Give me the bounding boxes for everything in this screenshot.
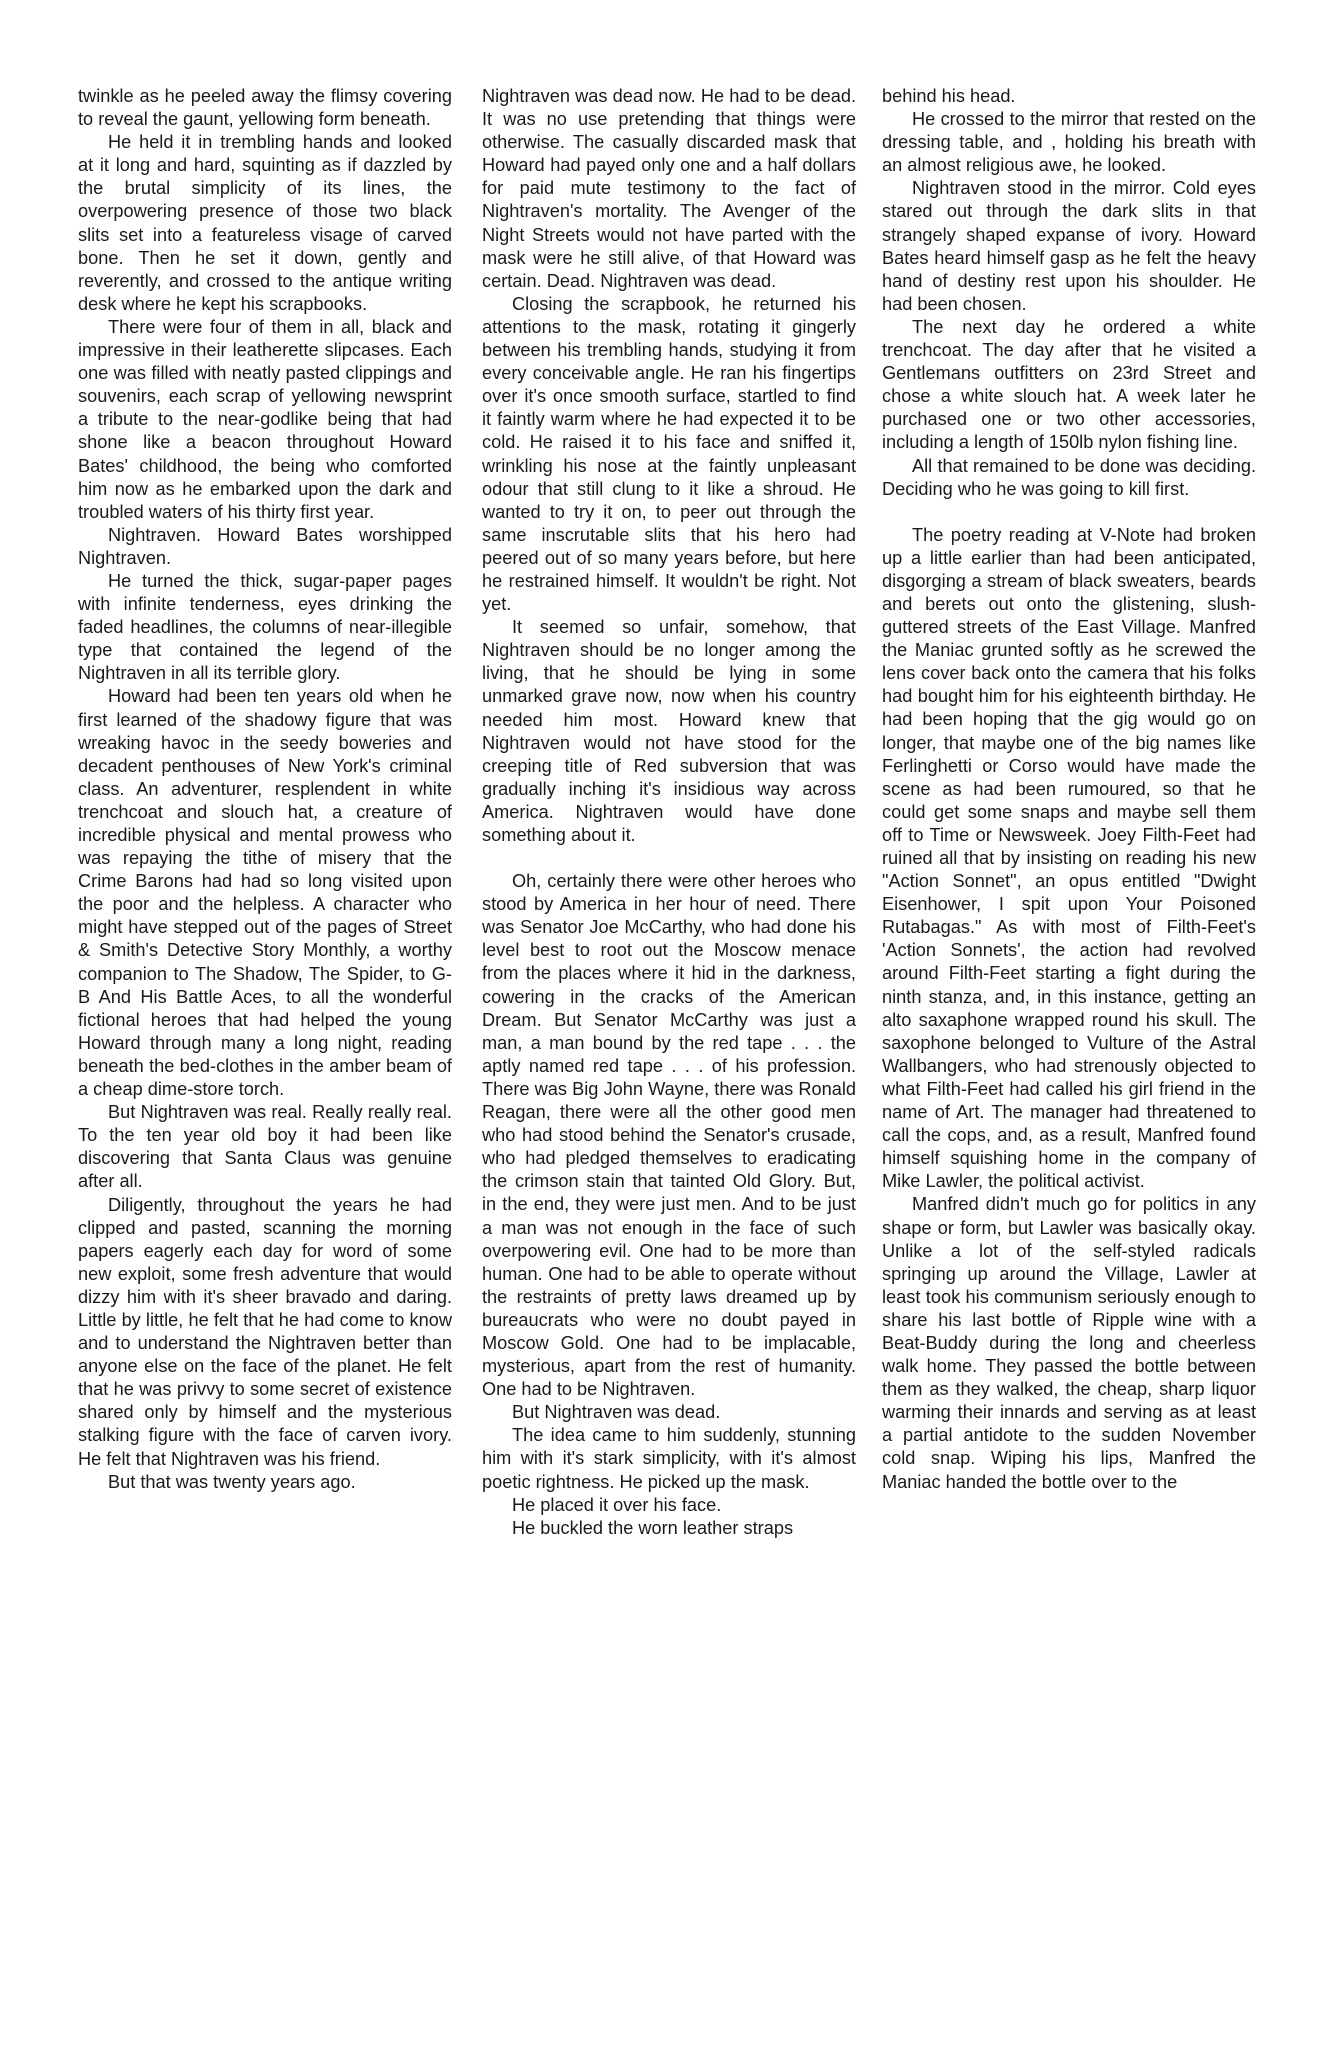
paragraph: He turned the thick, sugar-paper pages with infinite tenderness, eyes drinking the faded headlines, the columns of near-illegible type that contained the legend of the Nightraven in all its terrible glory. [78,570,452,684]
paragraph: He placed it over his face. [512,1494,722,1515]
text-column-2 [482,85,856,1540]
paragraph: Nightraven was dead now. He had to be dead. It was no use pretending that things were otherwise. The casually discarded mask that Howard had payed only one and a half dollars for paid mute testimony to the fact of Nightraven's mortality. The Avenger of the Night Streets would not have parted with the mask were he still alive, of that Howard was certain. Dead. Nightraven was dead. [482,86,856,291]
paragraph: But Nightraven was real. Really really real. To the ten year old boy it had been like discovering that Santa Claus was genuine after all. [78,1102,452,1192]
paragraph: He buckled the worn leather straps [512,1517,794,1538]
paragraph: The next day he ordered a white trenchcoat. The day after that he visited a Gentlemans outfitters on 23rd Street and chose a white slouch hat. A week later he purchased one or two other accessories, including a length of 150lb nylon fishing line. [882,316,1256,453]
paragraph: All that remained to be done was deciding. Deciding who he was going to kill first. [882,455,1256,499]
paragraph: But Nightraven was dead. [512,1402,721,1423]
text-column-3 [882,85,1256,1494]
paragraph: The idea came to him suddenly, stunning him with it's stark simplicity, with it's almost poetic rightness. He picked up the mask. [482,1425,856,1492]
paragraph: Howard had been ten years old when he first learned of the shadowy figure that was wreaking havoc in the seedy boweries and decadent penthouses of New York's criminal class. An adventurer, resplendent in white trenchcoat and slouch hat, a creature of incredible physical and mental prowess who was repaying the tithe of misery that the Crime Barons had had so long visited upon the poor and the helpless. A character who might have stepped out of the pages of Street & Smith's Detective Story Monthly, a worthy companion to The Shadow, The Spider, to G-B And His Battle Aces, to all the wonderful fictional heroes that had helped the young Howard through many a long night, reading beneath the bed-clothes in the amber beam of a cheap dime-store torch. [78,686,452,1100]
paragraph: The poetry reading at V-Note had broken up a little earlier than had been anticipated, disgorging a stream of black sweaters, beards and berets out onto the glistening, slush-guttered streets of the East Village. Manfred the Maniac grunted softly as he screwed the lens cover back onto the camera that his folks had bought him for his eighteenth birthday. He had been hoping that the gig would go on longer, that maybe one of the big names like Ferlinghetti or Corso would have made the scene as had been rumoured, so that he could get some snaps and maybe sell them off to Time or Newsweek. Joey Filth-Feet had ruined all that by insisting on reading his new "Action Sonnet", an opus entitled "Dwight Eisenhower, I spit upon Your Poisoned Rutabagas." As with most of Filth-Feet's 'Action Sonnets', the action had revolved around Filth-Feet starting a fight during the ninth stanza, and, in this instance, getting an alto saxaphone wrapped round his skull. The saxophone belonged to Vulture of the Astral Wallbangers, who had strenously objected to what Filth-Feet had called his girl friend in the name of Art. The manager had threatened to call the cops, and, as a result, Manfred found himself squishing home in the company of Mike Lawler, the political activist. [882,524,1256,1192]
paragraph: There were four of them in all, black and impressive in their leatherette slipcases. Each one was filled with neatly pasted clippings and souvenirs, each scrap of yellowing newsprint a tribute to the near-godlike being that had shone like a beacon throughout Howard Bates' childhood, the being who comforted him now as he embarked upon the dark and troubled waters of his thirty first year. [78,316,452,522]
paragraph: behind his head. [882,86,1016,106]
paragraph: Oh, certainly there were other heroes who stood by America in her hour of need. There was Senator Joe McCarthy, who had done his level best to root out the Moscow menace from the places where it hid in the darkness, cowering in the cracks of the American Dream. But Senator McCarthy was just a man, a man bound by the red tape . . . the aptly named red tape . . . of his profession. There was Big John Wayne, there was Ronald Reagan, there were all the other good men who had stood behind the Senator's crusade, who had pledged themselves to eradicating the crimson stain that tainted Old Glory. But, in the end, they were just men. And to be just a man was not enough in the face of such overpowering evil. One had to be more than human. One had to be able to operate without the restraints of pretty laws dreamed up by bureaucrats who were no doubt payed in Moscow Gold. One had to be implacable, mysterious, apart from the rest of humanity. One had to be Nightraven. [482,871,856,1400]
paragraph: Nightraven. Howard Bates worshipped Nightraven. [78,524,452,568]
paragraph: He held it in trembling hands and looked at it long and hard, squinting as if dazzled by the brutal simplicity of its lines, the overpowering presence of those two black slits set into a featureless visage of carved bone. Then he set it down, gently and reverently, and crossed to the antique writing desk where he kept his scrapbooks. [78,132,452,314]
paragraph: Diligently, throughout the years he had clipped and pasted, scanning the morning papers eagerly each day for word of some new exploit, some fresh adventure that would dizzy him with it's sheer bravado and daring. Little by little, he felt that he had come to know and to understand the Nightraven better than anyone else on the face of the planet. He felt that he was privvy to some secret of existence shared only by himself and the mysterious stalking figure with the face of carven ivory. He felt that Nightraven was his friend. [78,1194,452,1469]
paragraph: Manfred didn't much go for politics in any shape or form, but Lawler was basically okay. Unlike a lot of the self-styled radicals springing up around the Village, Lawler at least took his communism seriously enough to share his last bottle of Ripple wine with a Beat-Buddy during the long and cheerless walk home. They passed the bottle between them as they walked, the cheap, sharp liquor warming their innards and serving as at least a partial antidote to the sudden November cold snap. Wiping his lips, Manfred the Maniac handed the bottle over to the [882,1194,1256,1492]
paragraph: Nightraven stood in the mirror. Cold eyes stared out through the dark slits in that strangely shaped expanse of ivory. Howard Bates heard himself gasp as he felt the heavy hand of destiny rest upon his shoulder. He had been chosen. [882,178,1256,314]
paragraph: It seemed so unfair, somehow, that Nightraven should be no longer among the living, that he should be lying in some unmarked grave now, now when his country needed him most. Howard knew that Nightraven would not have stood for the creeping title of Red subversion that was gradually inching it's insidious way across America. Nightraven would have done something about it. [482,617,856,845]
paragraph: He crossed to the mirror that rested on the dressing table, and , holding his breath with an almost religious awe, he looked. [882,109,1256,176]
text-column-1 [78,85,452,1494]
paragraph: But that was twenty years ago. [108,1471,356,1492]
paragraph: twinkle as he peeled away the flimsy covering to reveal the gaunt, yellowing form beneath. [78,86,452,130]
paragraph: Closing the scrapbook, he returned his attentions to the mask, rotating it gingerly between his trembling hands, studying it from every conceivable angle. He ran his fingertips over it's once smooth surface, startled to find it faintly warm where he had expected it to be cold. He raised it to his face and sniffed it, wrinkling his nose at the faintly unpleasant odour that still clung to it like a shroud. He wanted to try it on, to peer out through the same inscrutable slits that his hero had peered out of so many years before, but here he restrained himself. It wouldn't be right. Not yet. [482,293,856,615]
